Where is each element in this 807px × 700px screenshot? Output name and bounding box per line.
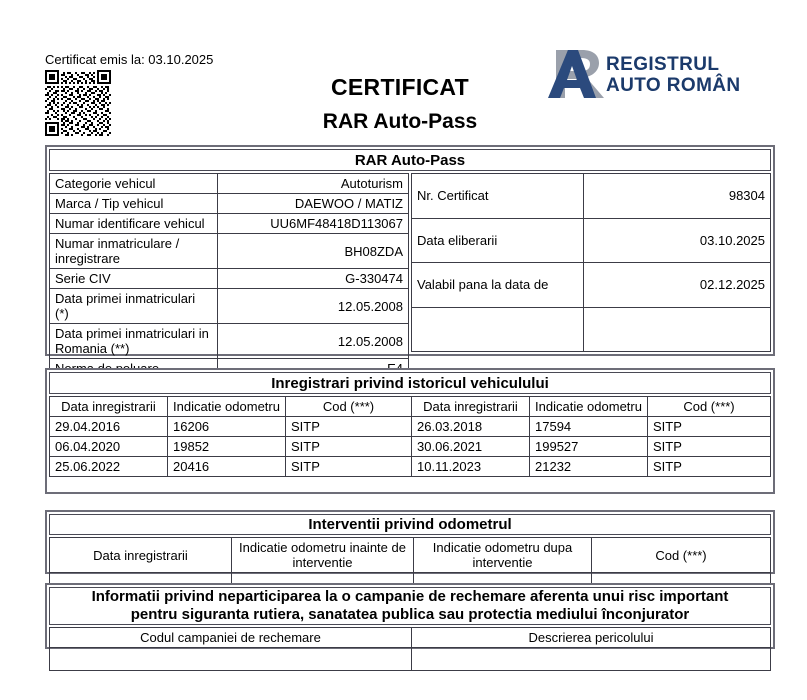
interventions-band-title: Interventii privind odometrul (49, 514, 771, 535)
page-title: CERTIFICAT (330, 74, 469, 100)
table-cell: 30.06.2021 (412, 437, 530, 457)
column-header: Data inregistrarii (412, 397, 530, 417)
main-info-right-body (412, 174, 771, 352)
table-row (50, 437, 771, 457)
table-cell: SITP (648, 457, 771, 477)
row-label: Marca / Tip vehicul (50, 194, 218, 214)
column-header: Cod (***) (592, 538, 771, 573)
history-body (50, 417, 771, 477)
recall-title-line2: pentru siguranta rutiera, sanatatea publica sau protectia mediului înconjurator (130, 606, 690, 623)
table-cell: 10.11.2023 (412, 457, 530, 477)
empty-cell (584, 307, 771, 352)
table-row (50, 417, 771, 437)
recall-title-line1: Informatii privind neparticiparea la o campanie de rechemare aferenta unui risc important (91, 588, 729, 605)
table-cell: 16206 (168, 417, 286, 437)
empty-cell (412, 648, 771, 671)
table-cell: 06.04.2020 (50, 437, 168, 457)
table-row (50, 234, 409, 269)
table-cell: 199527 (530, 437, 648, 457)
column-header: Indicatie odometru dupa interventie (414, 538, 592, 573)
row-label: Numar identificare vehicul (50, 214, 218, 234)
main-info-band-title: RAR Auto-Pass (49, 149, 771, 171)
row-label: Valabil pana la data de (412, 263, 584, 308)
rar-logo-text-line2: AUTO ROMÂN (606, 75, 741, 96)
table-row (412, 174, 771, 219)
recall-table (49, 627, 771, 671)
recall-band-title (49, 587, 771, 625)
table-cell: SITP (286, 417, 412, 437)
rar-logo-text (606, 54, 741, 96)
row-value: UU6MF48418D113067 (218, 214, 409, 234)
table-cell: SITP (286, 457, 412, 477)
column-header: Cod (***) (286, 397, 412, 417)
table-cell: 17594 (530, 417, 648, 437)
table-row (50, 457, 771, 477)
table-empty-row (50, 648, 771, 671)
row-label: Serie CIV (50, 269, 218, 289)
empty-cell (412, 307, 584, 352)
table-cell: 21232 (530, 457, 648, 477)
qr-code (45, 70, 111, 136)
history-table (49, 396, 771, 477)
table-header-row (50, 397, 771, 417)
main-info-block (45, 145, 775, 356)
table-cell: 20416 (168, 457, 286, 477)
row-label: Data eliberarii (412, 218, 584, 263)
table-row (50, 289, 409, 324)
rar-logo-text-line1: REGISTRUL (606, 54, 720, 75)
column-header: Indicatie odometru (168, 397, 286, 417)
main-info-left-body (50, 174, 409, 379)
table-row (412, 218, 771, 263)
recall-head (50, 628, 771, 648)
history-head (50, 397, 771, 417)
interventions-block (45, 510, 775, 574)
main-info-left-table (49, 173, 409, 356)
row-value: DAEWOO / MATIZ (218, 194, 409, 214)
column-header: Data inregistrarii (50, 538, 232, 573)
column-header: Cod (***) (648, 397, 771, 417)
table-cell: 26.03.2018 (412, 417, 530, 437)
row-value: Autoturism (218, 174, 409, 194)
row-label: Data primei inmatriculari (*) (50, 289, 218, 324)
row-value: 98304 (584, 174, 771, 219)
row-value: BH08ZDA (218, 234, 409, 269)
row-value: 12.05.2008 (218, 324, 409, 359)
table-row (50, 194, 409, 214)
page-subtitle: RAR Auto-Pass (322, 110, 478, 133)
table-cell: 29.04.2016 (50, 417, 168, 437)
main-info-right-table (411, 173, 771, 352)
table-header-row (50, 538, 771, 573)
table-row (50, 174, 409, 194)
issued-date-label: Certificat emis la: 03.10.2025 (45, 52, 214, 67)
interventions-head (50, 538, 771, 573)
table-row (50, 324, 409, 359)
rar-logo (546, 46, 746, 102)
row-label: Data primei inmatriculari in Romania (**) (50, 324, 218, 359)
row-label: Categorie vehicul (50, 174, 218, 194)
table-cell: SITP (648, 437, 771, 457)
table-row (412, 263, 771, 308)
history-band-title: Inregistrari privind istoricul vehiculului (49, 372, 771, 394)
recall-block (45, 583, 775, 649)
recall-body (50, 648, 771, 671)
row-label: Nr. Certificat (412, 174, 584, 219)
table-row (50, 269, 409, 289)
table-cell: SITP (648, 417, 771, 437)
table-filler-row (412, 307, 771, 352)
row-label: Numar inmatriculare / inregistrare (50, 234, 218, 269)
rar-logo-mark-icon (546, 46, 612, 102)
table-row (50, 214, 409, 234)
column-header: Indicatie odometru (530, 397, 648, 417)
empty-cell (50, 648, 412, 671)
row-value: 12.05.2008 (218, 289, 409, 324)
row-value: 02.12.2025 (584, 263, 771, 308)
table-cell: 19852 (168, 437, 286, 457)
column-header: Data inregistrarii (50, 397, 168, 417)
row-value: G-330474 (218, 269, 409, 289)
column-header: Descrierea pericolului (412, 628, 771, 648)
table-header-row (50, 628, 771, 648)
table-cell: 25.06.2022 (50, 457, 168, 477)
column-header: Indicatie odometru inainte de interventie (232, 538, 414, 573)
table-cell: SITP (286, 437, 412, 457)
row-value: 03.10.2025 (584, 218, 771, 263)
history-block (45, 368, 775, 494)
column-header: Codul campaniei de rechemare (50, 628, 412, 648)
